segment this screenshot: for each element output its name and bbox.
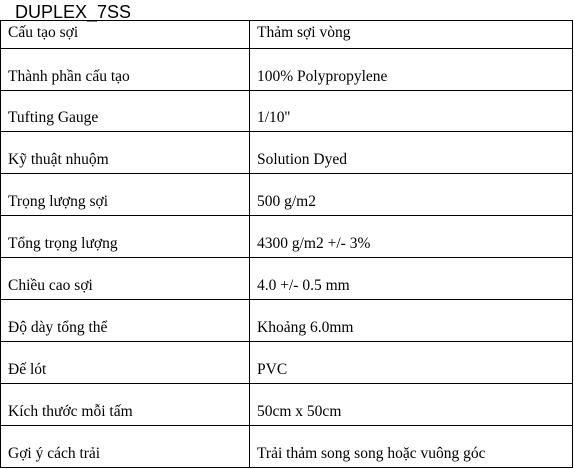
spec-label-cell [1,384,250,426]
spec-label: Đế lót [8,361,47,379]
table-row [1,426,573,468]
spec-label-cell [1,426,250,468]
spec-label-cell [1,132,250,174]
spec-value: PVC [257,361,288,379]
table-row [1,90,573,132]
spec-label-cell [1,300,250,342]
spec-value: 100% Polypropylene [257,67,388,85]
spec-label-cell [1,216,250,258]
spec-label: Gợi ý cách trải [8,445,101,462]
table-row [1,174,573,216]
table-row [1,342,573,384]
spec-value-cell [250,384,573,426]
spec-label-cell [1,342,250,384]
spec-value-cell [250,90,573,132]
spec-value-cell [250,216,573,258]
spec-value: 4.0 +/- 0.5 mm [257,277,350,295]
spec-value-cell [250,21,573,49]
spec-label: Tufting Gauge [8,109,99,127]
spec-value: Trải thảm song song hoặc vuông góc [257,445,486,462]
table-row [1,384,573,426]
table-row [1,258,573,300]
spec-value-cell [250,48,573,90]
spec-value: 4300 g/m2 +/- 3% [257,235,371,253]
spec-label-cell [1,48,250,90]
spec-label: Tổng trọng lượng [8,235,118,253]
spec-value-cell [250,342,573,384]
spec-value-cell [250,300,573,342]
spec-label: Kích thước mỗi tấm [8,403,133,421]
spec-value-cell [250,132,573,174]
spec-label-cell [1,174,250,216]
spec-label: Kỹ thuật nhuộm [8,151,109,169]
spec-value: 500 g/m2 [257,193,316,211]
spec-value-cell [250,258,573,300]
spec-label: Độ dày tổng thể [8,319,108,337]
spec-value: Thảm sợi vòng [257,24,351,41]
spec-label-cell [1,90,250,132]
spec-label: Chiều cao sợi [8,277,93,295]
product-title: DUPLEX_7SS [15,2,132,22]
spec-label: Thành phần cấu tạo [8,67,130,85]
spec-value: Solution Dyed [257,151,347,169]
spec-value-cell [250,426,573,468]
spec-value-cell [250,174,573,216]
spec-table [0,20,573,468]
spec-label: Trọng lượng sợi [8,193,109,211]
table-row [1,21,573,49]
spec-value: 50cm x 50cm [257,403,342,421]
table-row [1,132,573,174]
spec-value: 1/10'' [257,109,291,127]
spec-value: Khoảng 6.0mm [257,319,354,337]
spec-label-cell [1,258,250,300]
spec-label-cell [1,21,250,49]
table-row [1,48,573,90]
table-row [1,300,573,342]
table-row [1,216,573,258]
spec-label: Cấu tạo sợi [8,24,79,41]
